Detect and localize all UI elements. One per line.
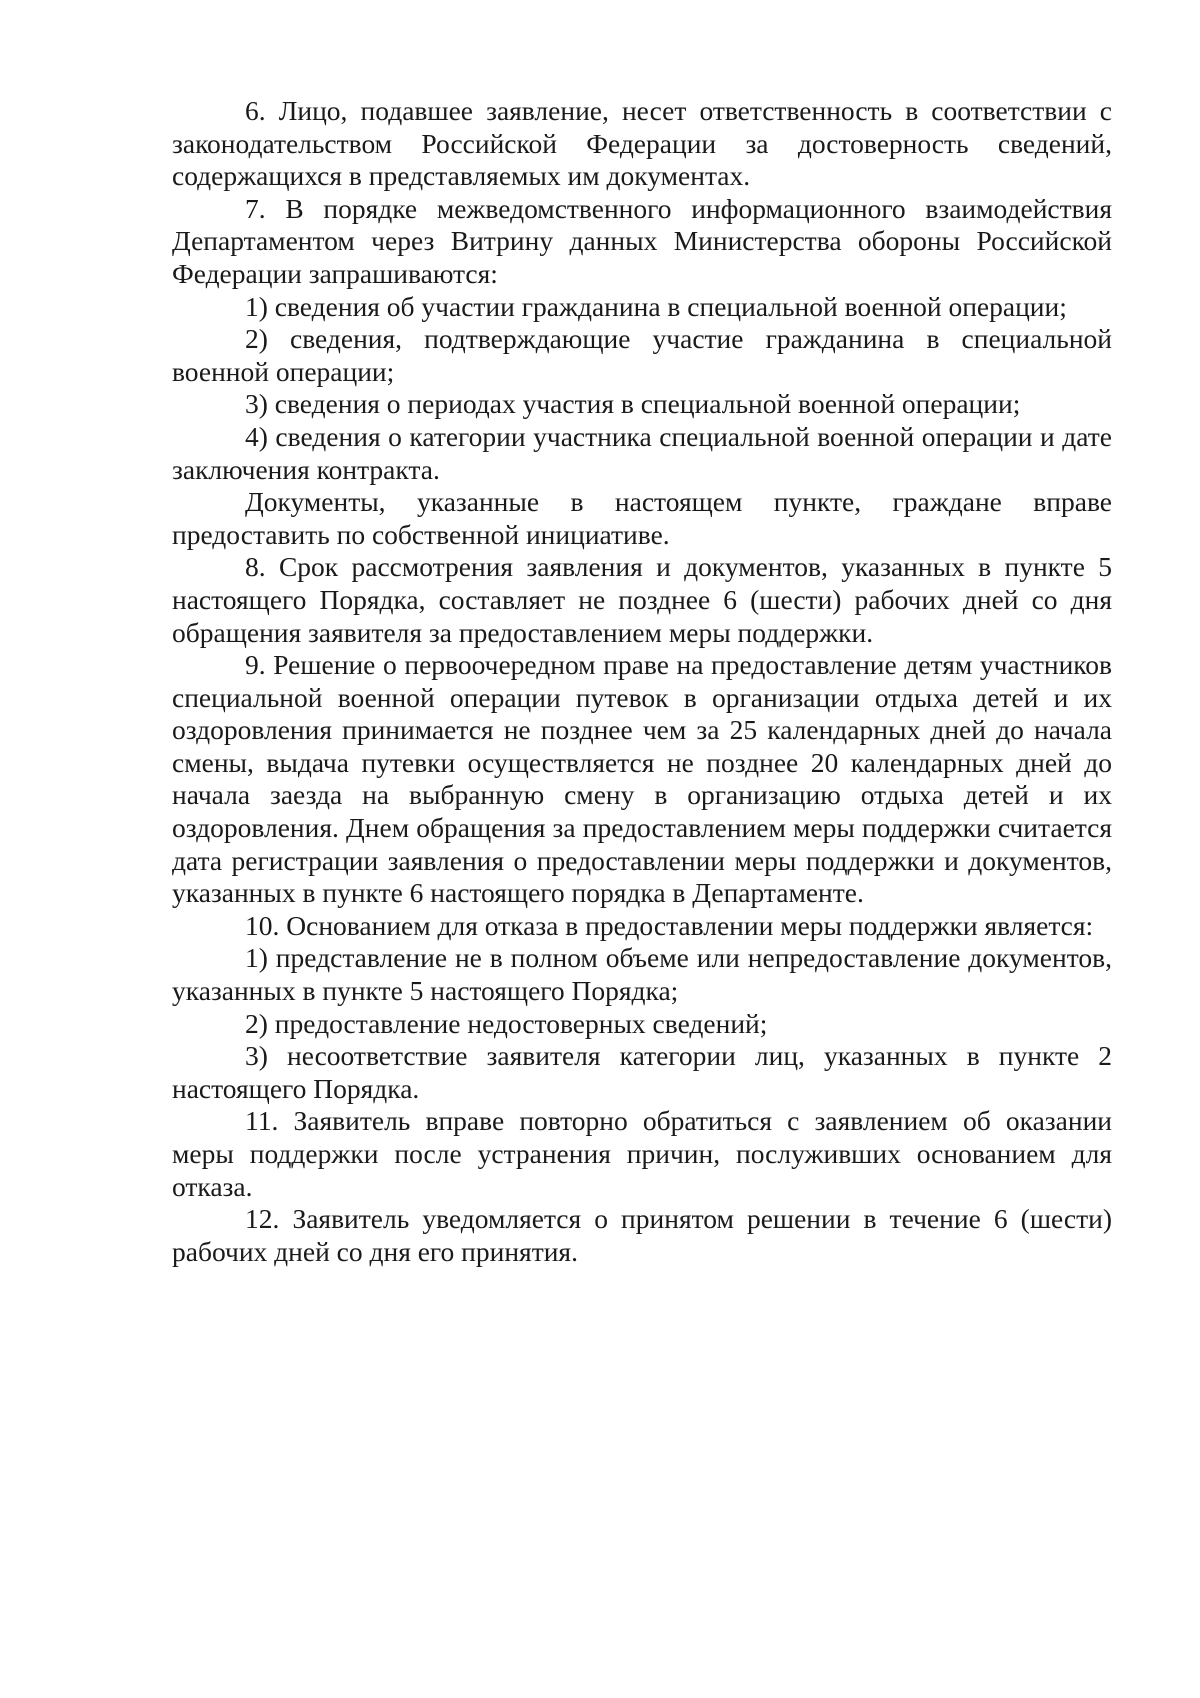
list-item-7-4: 4) сведения о категории участника специальной военной операции и дате заключения контракта. [172,420,1112,485]
list-item-7-3: 3) сведения о периодах участия в специальной военной операции; [245,388,1021,420]
paragraph-9: 9. Решение о первоочередном праве на предоставление детям участников специальной военной операции путевок в организации отдыха детей и их оздоровления принимается не позднее чем за 25 календарных дней до начала смены, выдача путевки осуществляется не позднее 20 календарных дней до начала заезда на выбранную смену в организацию отдыха детей и их оздоровления. Днем обращения за предоставлением меры поддержки считается дата регистрации заявления о предоставлении меры поддержки и документов, указанных в пункте 6 настоящего порядка в Департаменте. [172,649,1112,909]
paragraph-7: 7. В порядке межведомственного информационного взаимодействия Департаментом через Витрину данных Министерства обороны Российской Федерации запрашиваются: [172,192,1112,289]
paragraph-8: 8. Срок рассмотрения заявления и документов, указанных в пункте 5 настоящего Порядка, составляет не позднее 6 (шести) рабочих дней со дня обращения заявителя за предоставлением меры поддержки. [172,551,1112,648]
paragraph-12: 12. Заявитель уведомляется о принятом решении в течение 6 (шести) рабочих дней со дня его принятия. [172,1203,1112,1267]
paragraph-10: 10. Основанием для отказа в предоставлении меры поддержки является: [245,909,1094,941]
list-item-10-3: 3) несоответствие заявителя категории лиц, указанных в пункте 2 настоящего Порядка. [172,1040,1112,1104]
list-item-7-2: 2) сведения, подтверждающие участие гражданина в специальной военной операции; [172,323,1112,387]
list-item-10-1: 1) представление не в полном объеме или непредоставление документов, указанных в пункте 5 настоящего Порядка; [172,942,1112,1007]
list-item-7-1: 1) сведения об участии гражданина в специальной военной операции; [245,290,1067,322]
list-item-10-2: 2) предоставление недостоверных сведений; [245,1007,768,1039]
paragraph-7-note: Документы, указанные в настоящем пункте, граждане вправе предоставить по собственной инициативе. [172,486,1112,550]
paragraph-11: 11. Заявитель вправе повторно обратиться с заявлением об оказании меры поддержки после устранения причин, послуживших основанием для отказа. [172,1105,1112,1202]
document-body [172,95,1112,1268]
paragraph-6: 6. Лицо, подавшее заявление, несет ответственность в соответствии с законодательством Российской Федерации за достоверность сведений, содержащихся в представляемых им документах. [172,95,1112,192]
